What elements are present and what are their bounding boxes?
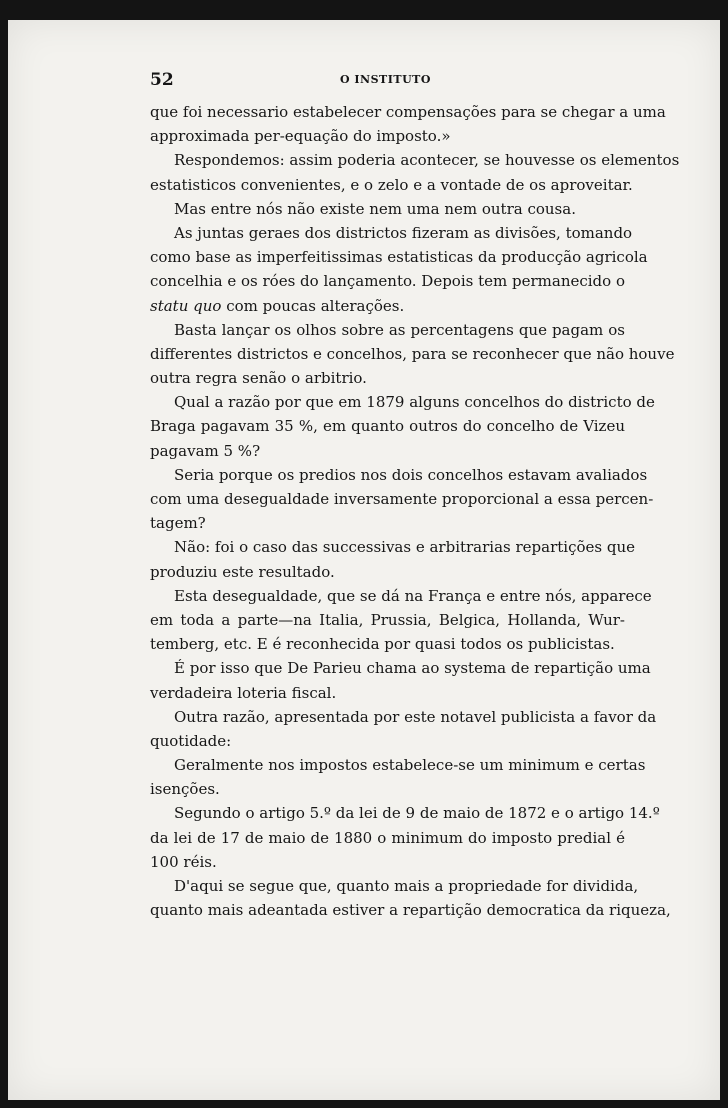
text-line: que foi necessario estabelecer compensações para se chegar a uma [150, 103, 666, 121]
text-line: É por isso que De Parieu chama ao systema de repartição uma [174, 659, 651, 678]
text-line: Outra razão, apresentada por este notavel publicista a favor da [174, 707, 657, 726]
text-line: como base as imperfeitissimas estatisticas da producção agricola [150, 248, 648, 267]
text-line: D'aqui se segue que, quanto mais a propriedade for dividida, [174, 877, 639, 895]
text-line: Qual a razão por que em 1879 alguns concelhos do districto de [174, 393, 655, 412]
text-line: Basta lançar os olhos sobre as percentagens que pagam os [174, 320, 625, 339]
text-line: approximada per-equação do imposto.» [150, 127, 451, 146]
text-line: 100 réis. [150, 852, 217, 871]
text-line: Braga pagavam 35 %, em quanto outros do concelho de Vizeu [150, 417, 625, 436]
text-line: Esta desegualdade, que se dá na França e entre nós, apparece [174, 586, 652, 605]
journal-title: O INSTITUTO [340, 73, 431, 86]
text-line: differentes districtos e concelhos, para se reconhecer que não houve [150, 344, 675, 363]
text-line: Não: foi o caso das successivas e arbitrarias repartições que [174, 538, 636, 557]
page-number: 52 [150, 70, 174, 90]
text-line: verdadeira loteria fiscal. [150, 683, 337, 702]
text-line: statu quo com poucas alterações. [150, 296, 405, 315]
text-line: da lei de 17 de maio de 1880 o minimum do imposto predial é [150, 828, 625, 847]
body-text [150, 100, 680, 922]
text-line: com uma desegualdade inversamente proporcional a essa percen- [150, 490, 654, 508]
text-line: outra regra senão o arbitrio. [150, 369, 367, 388]
running-head [150, 70, 628, 90]
text-line: produziu este resultado. [150, 562, 335, 581]
text-line: isenções. [150, 780, 220, 799]
text-line: temberg, etc. E é reconhecida por quasi todos os publicistas. [150, 635, 615, 654]
text-line: Segundo o artigo 5.º da lei de 9 de maio de 1872 e o artigo 14.º [174, 804, 660, 823]
text-line: em toda a parte—na Italia, Prussia, Belgica, Hollanda, Wur- [150, 610, 625, 629]
text-line: Respondemos: assim poderia acontecer, se houvesse os elementos [174, 151, 680, 170]
text-line: quanto mais adeantada estiver a repartição democratica da riqueza, [150, 901, 671, 920]
text-line: pagavam 5 %? [150, 441, 261, 460]
text-line: estatisticos convenientes, e o zelo e a vontade de os aproveitar. [150, 175, 633, 194]
text-line: quotidade: [150, 731, 232, 750]
text-line: Geralmente nos impostos estabelece-se um minimum e certas [174, 756, 646, 775]
text-line: Mas entre nós não existe nem uma nem outra cousa. [174, 199, 576, 218]
text-line: concelhia e os róes do lançamento. Depois tem permanecido o [150, 272, 625, 291]
text-line: As juntas geraes dos districtos fizeram as divisões, tomando [174, 223, 633, 242]
text-line: tagem? [150, 514, 206, 533]
text-line: Seria porque os predios nos dois concelhos estavam avaliados [174, 465, 648, 484]
